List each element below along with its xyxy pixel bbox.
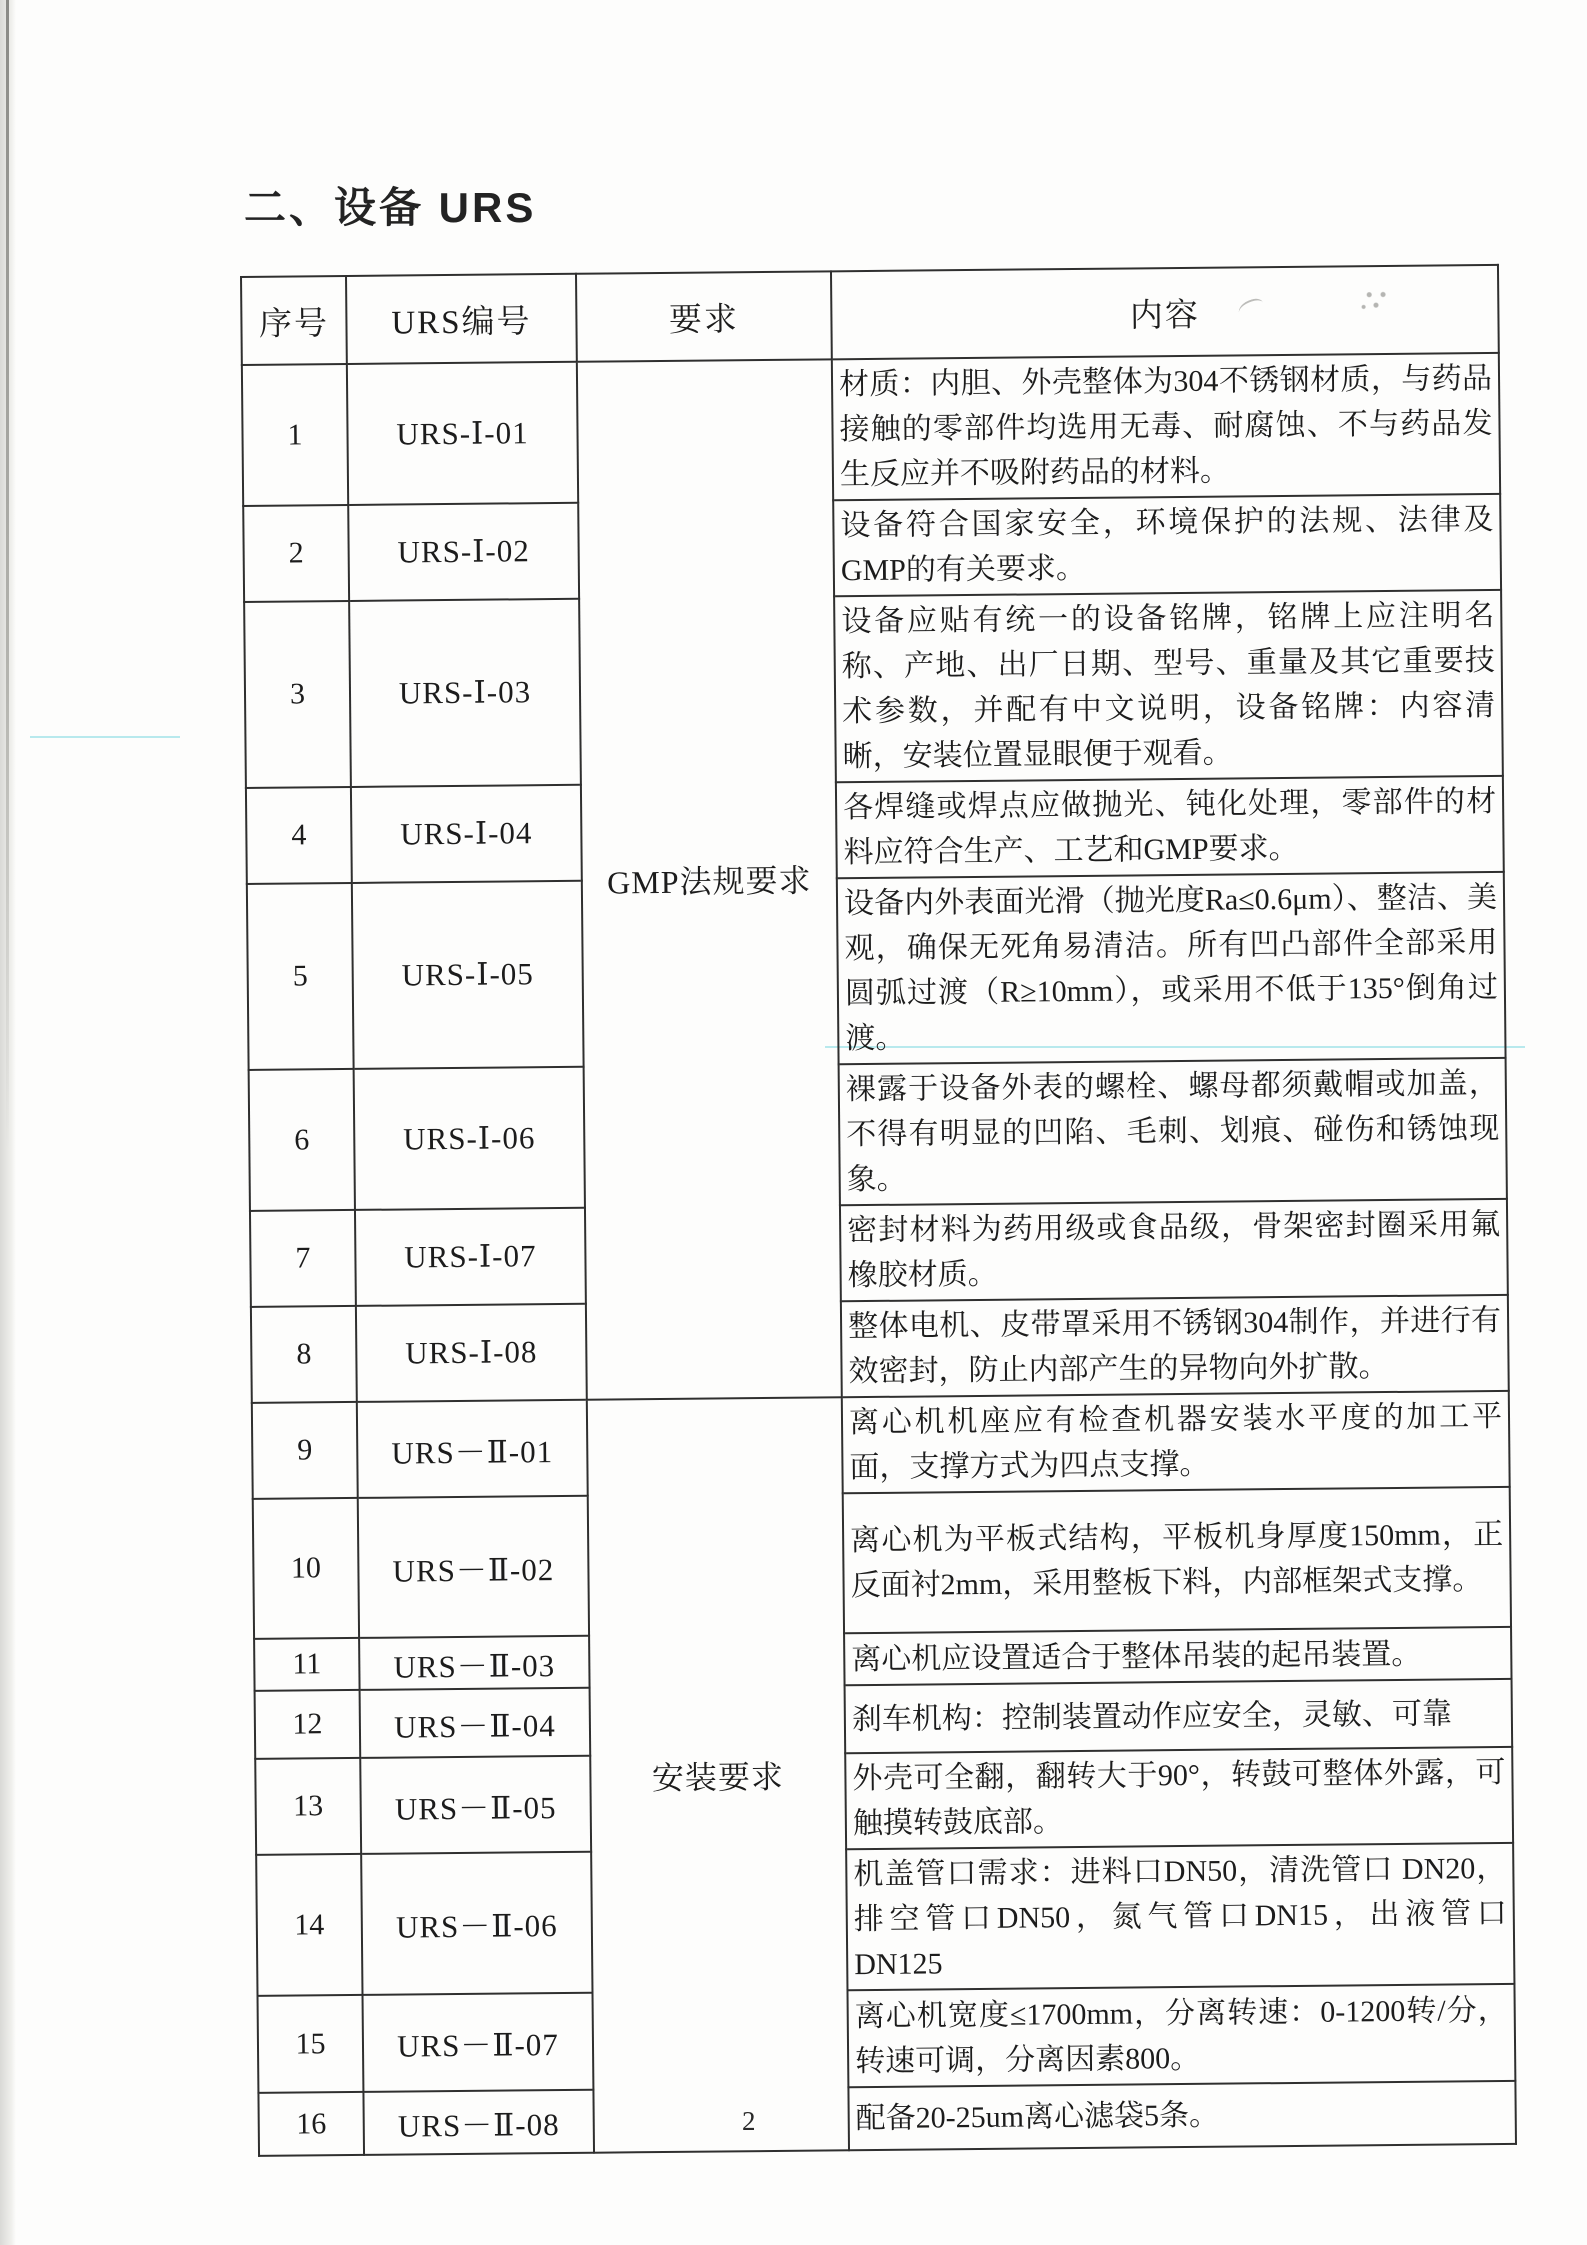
page-number: 2 [742,2106,756,2136]
content-cell: 离心机为平板式结构，平板机身厚度150mm，正反面衬2mm，采用整板下料，内部框架式支撑。 [843,1487,1511,1633]
content-cell: 裸露于设备外表的螺栓、螺母都须戴帽或加盖，不得有明显的凹陷、毛刺、划痕、碰伤和锈蚀现象。 [839,1058,1507,1205]
content-cell: 外壳可全翻，翻转大于90°，转鼓可整体外露，可触摸转鼓底部。 [845,1747,1513,1849]
content-cell: 整体电机、皮带罩采用不锈钢304制作，并进行有效密封，防止内部产生的异物向外扩散。 [841,1295,1509,1397]
row-number-cell: 8 [251,1306,357,1403]
table-row [247,872,1506,1070]
content-cell: 离心机机座应有检查机器安装水平度的加工平面，支撑方式为四点支撑。 [842,1391,1510,1493]
row-number-cell: 13 [255,1758,361,1855]
content-cell: 配备20-25um离心滤袋5条。 [848,2081,1516,2150]
urs-code-cell: URS-Ⅰ-02 [348,503,579,601]
content-cell: 设备内外表面光滑（抛光度Ra≤0.6μm）、整洁、美观，确保无死角易清洁。所有凹凸部件全部采用圆弧过渡（R≥10mm），或采用不低于135°倒角过渡。 [837,872,1506,1064]
requirement-group-cell: GMP法规要求 [577,359,842,1399]
content-cell: 材质：内胆、外壳整体为304不锈钢材质，与药品接触的零部件均选用无毒、耐腐蚀、不与药品发生反应并不吸附药品的材料。 [832,353,1500,500]
header-content-cell: 内容 [831,265,1499,359]
table-row [258,2081,1516,2156]
table-row [256,1843,1514,1996]
table-row [249,1058,1507,1211]
urs-code-cell: URS－Ⅱ-04 [360,1688,591,1758]
header-code-cell: URS编号 [346,274,577,364]
content-cell: 密封材料为药用级或食品级，骨架密封圈采用氟橡胶材质。 [840,1199,1508,1301]
urs-code-cell: URS-Ⅰ-05 [352,881,584,1069]
table-row [246,776,1504,884]
row-number-cell: 2 [243,505,349,602]
table-header-row [241,265,1499,365]
urs-code-cell: URS－Ⅱ-06 [361,1852,592,1995]
scanner-edge-streak [6,0,9,1150]
row-number-cell: 16 [258,2092,364,2156]
requirement-group-cell: 安装要求 [587,1397,849,2152]
table-row [255,1747,1513,1855]
row-number-cell: 15 [258,1995,364,2093]
header-no-cell: 序号 [241,276,347,365]
row-number-cell: 14 [256,1854,362,1996]
table-row [244,590,1503,788]
table-row [243,494,1501,602]
table-row [255,1679,1513,1759]
page-title: 二、设备 URS [244,184,537,231]
row-number-cell: 6 [249,1069,355,1211]
content-cell: 离心机应设置适合于整体吊装的起吊装置。 [844,1627,1511,1685]
urs-code-cell: URS－Ⅱ-07 [363,1993,594,2092]
row-number-cell: 5 [247,883,354,1070]
urs-code-cell: URS－Ⅱ-03 [359,1636,589,1690]
urs-code-cell: URS-Ⅰ-06 [354,1067,585,1210]
content-cell: 设备应贴有统一的设备铭牌，铭牌上应注明名称、产地、出厂日期、型号、重量及其它重要技术参数，并配有中文说明，设备铭牌：内容清晰，安装位置显眼便于观看。 [834,590,1503,782]
row-number-cell: 1 [242,364,348,506]
content-cell: 机盖管口需求：进料口DN50，清洗管口 DN20，排空管口DN50，氮气管口DN15，出液管口DN125 [846,1843,1514,1990]
content-cell: 刹车机构：控制装置动作应安全，灵敏、可靠 [845,1679,1513,1753]
urs-table-wrapper [240,264,1515,2157]
urs-code-cell: URS-Ⅰ-03 [349,599,581,787]
row-number-cell: 11 [254,1638,359,1691]
content-cell: 设备符合国家安全，环境保护的法规、法律及GMP的有关要求。 [833,494,1501,596]
scan-line-artifact [30,736,180,738]
row-number-cell: 3 [244,601,351,788]
urs-code-cell: URS－Ⅱ-08 [363,2090,594,2155]
table-row [252,1391,1510,1499]
row-number-cell: 7 [250,1210,356,1307]
urs-code-cell: URS－Ⅱ-01 [357,1400,588,1498]
urs-code-cell: URS－Ⅱ-02 [358,1496,589,1638]
urs-code-cell: URS-Ⅰ-08 [356,1304,587,1402]
content-cell: 离心机宽度≤1700mm，分离转速：0-1200转/分，转速可调，分离因素800。 [847,1984,1515,2087]
row-number-cell: 10 [253,1498,359,1639]
urs-code-cell: URS－Ⅱ-05 [360,1756,591,1854]
row-number-cell: 9 [252,1402,358,1499]
content-cell: 各焊缝或焊点应做抛光、钝化处理，零部件的材料应符合生产、工艺和GMP要求。 [836,776,1504,878]
table-row [250,1199,1508,1307]
header-requirement-cell: 要求 [576,271,832,361]
row-number-cell: 12 [255,1690,361,1759]
table-row [258,1984,1516,2093]
table-row [251,1295,1509,1403]
urs-code-cell: URS-Ⅰ-04 [351,785,582,883]
row-number-cell: 4 [246,787,352,884]
urs-table [240,264,1517,2157]
urs-code-cell: URS-Ⅰ-01 [347,362,578,505]
table-row [242,353,1500,506]
urs-code-cell: URS-Ⅰ-07 [355,1208,586,1306]
table-row [253,1487,1511,1639]
